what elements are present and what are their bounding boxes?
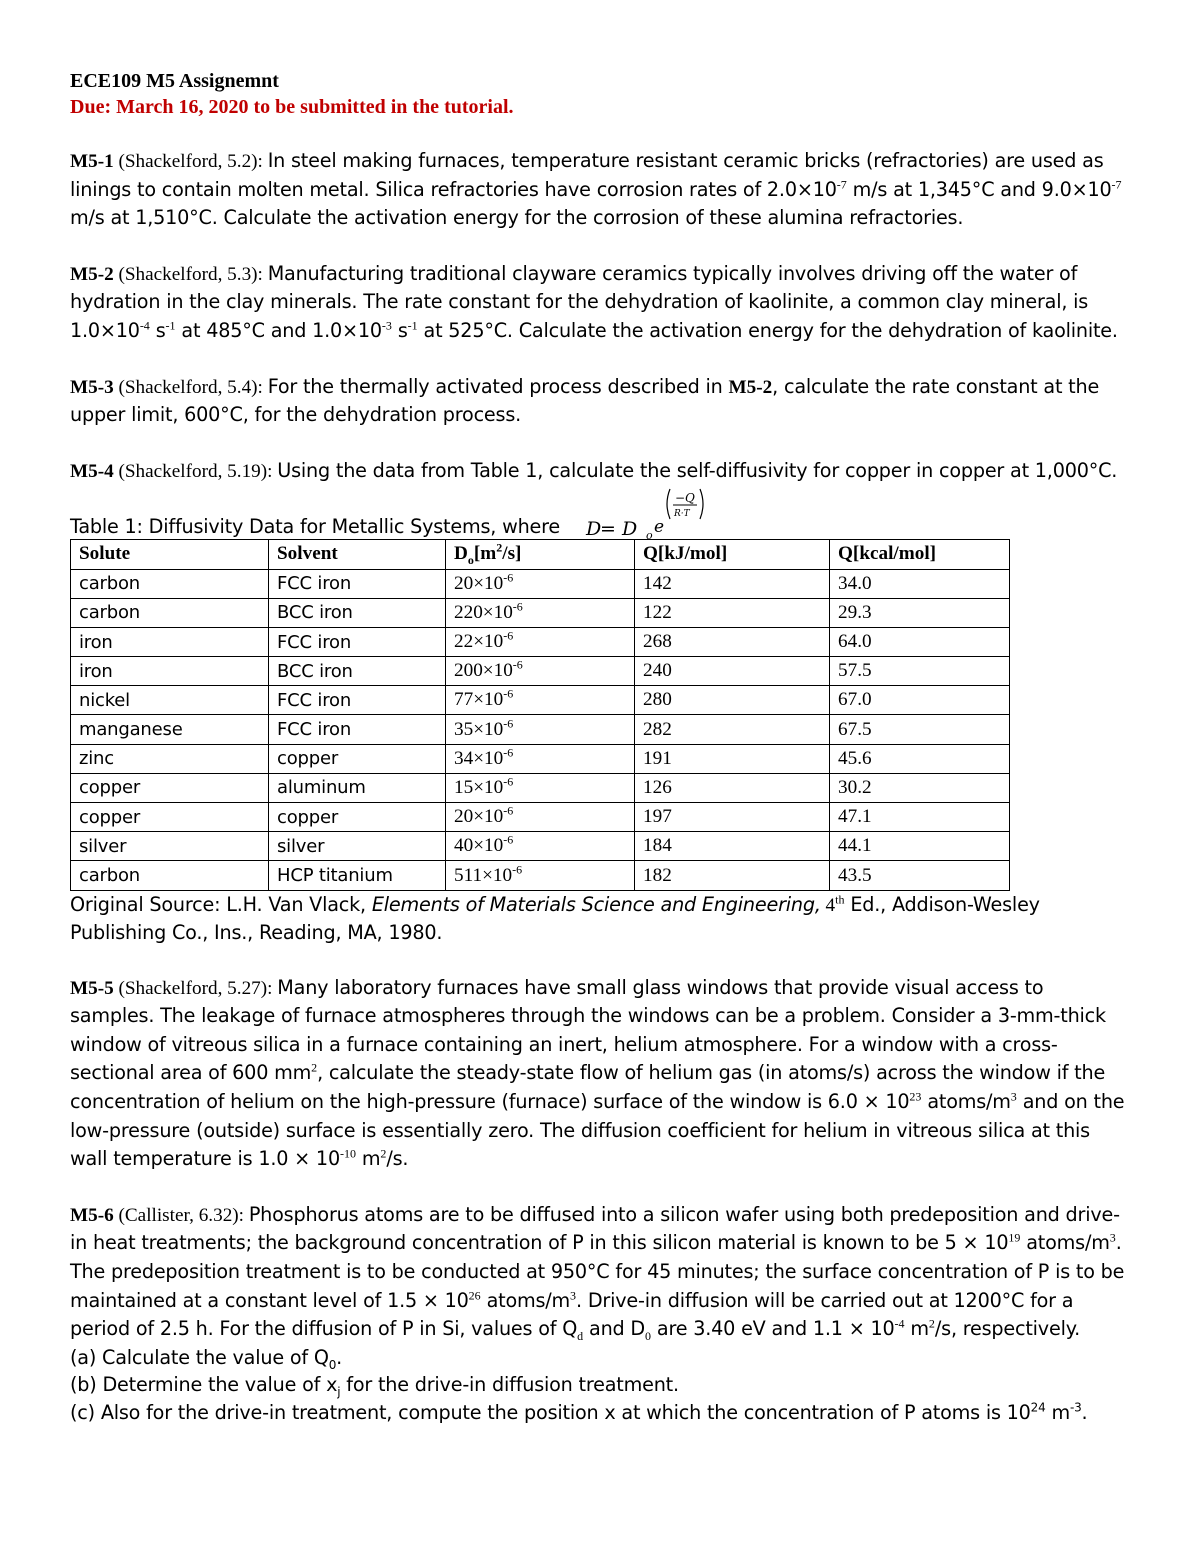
cell-solute: carbon — [71, 861, 269, 890]
problem-m5-2: M5-2 (Shackelford, 5.3): Manufacturing traditional clayware ceramics typically involves driving off the water of hydration in the clay minerals. The rate constant for the dehydration of kaolinite, a common clay mineral, is $1.0\times 10^{-4}$ $s^{-1}$ at 485°C and $1.0\times 10^{-3}$ $s^{-1}$ at 525°C. Calculate the activation energy for the dehydration of kaolinite. — [70, 261, 1118, 342]
diffusivity-formula — [584, 485, 724, 539]
table-row — [71, 715, 1010, 744]
problem-m5-4: M5-4 (Shackelford, 5.19): Using the data from Table 1, calculate the self-diffusivity for copper in copper at 1,000°C. — [70, 458, 1118, 482]
problem-id: M5-4 — [70, 460, 114, 482]
table-row — [71, 686, 1010, 715]
cell-q-kcal: 57.5 — [830, 657, 1010, 686]
cell-d0: $77\times 10^{-6}$ — [446, 686, 635, 715]
cell-q-kj: 126 — [635, 773, 830, 802]
cell-solute: copper — [71, 803, 269, 832]
cell-q-kj: 240 — [635, 657, 830, 686]
cell-solvent: FCC iron — [269, 686, 446, 715]
formula-den: R·T — [674, 509, 690, 520]
cell-q-kj: 282 — [635, 715, 830, 744]
cell-q-kj: 280 — [635, 686, 830, 715]
table-row — [71, 861, 1010, 890]
cell-q-kj: 191 — [635, 744, 830, 773]
problem-id: M5-1 — [70, 151, 114, 172]
cell-d0: $35\times 10^{-6}$ — [446, 715, 635, 744]
due-date: Due: March 16, 2020 to be submitted in the tutorial. — [70, 96, 514, 118]
formula-paren-left — [667, 489, 670, 519]
cell-solute: silver — [71, 832, 269, 861]
cell-d0: $511\times 10^{-6}$ — [446, 861, 635, 890]
cell-d0: $20\times 10^{-6}$ — [446, 803, 635, 832]
cell-q-kcal: 43.5 — [830, 861, 1010, 890]
cell-d0: $40\times 10^{-6}$ — [446, 832, 635, 861]
table-caption-text: Table 1: Diffusivity Data for Metallic Systems, where — [70, 515, 561, 539]
cell-q-kcal: 67.5 — [830, 715, 1010, 744]
cell-solute: iron — [71, 627, 269, 656]
cell-q-kj: 268 — [635, 627, 830, 656]
cell-solute: iron — [71, 657, 269, 686]
cell-q-kj: 122 — [635, 598, 830, 627]
formula-sub: o — [646, 529, 653, 540]
problem-ref: (Shackelford, 5.19): — [113, 460, 278, 482]
cell-solvent: HCP titanium — [269, 861, 446, 890]
cell-q-kj: 197 — [635, 803, 830, 832]
problem-reference-m5-2: M5-2 — [728, 376, 773, 398]
cell-d0: $15\times 10^{-6}$ — [446, 773, 635, 802]
problem-id: M5-3 — [70, 376, 114, 398]
document-title: ECE109 M5 Assignemnt — [70, 70, 279, 92]
table-header-row — [71, 540, 1010, 569]
formula-lhs: D — [586, 518, 602, 540]
cell-q-kj: 142 — [635, 569, 830, 598]
cell-q-kcal: 34.0 — [830, 569, 1010, 598]
problem-ref: (Shackelford, 5.4): — [113, 376, 268, 398]
table-row — [71, 803, 1010, 832]
table-row — [71, 569, 1010, 598]
cell-solute: nickel — [71, 686, 269, 715]
cell-solute: copper — [71, 773, 269, 802]
cell-q-kcal: 64.0 — [830, 627, 1010, 656]
cell-d0: $20\times 10^{-6}$ — [446, 569, 635, 598]
table-row — [71, 773, 1010, 802]
table-row — [71, 627, 1010, 656]
cell-solvent: copper — [269, 803, 446, 832]
cell-q-kcal: 67.0 — [830, 686, 1010, 715]
problem-m5-6-part-b: (b) Determine the value of $x_j$ for the drive-in diffusion treatment. — [70, 1373, 679, 1400]
table-row — [71, 598, 1010, 627]
cell-solvent: FCC iron — [269, 569, 446, 598]
problem-m5-6: M5-6 (Callister, 6.32): Phosphorus atoms are to be diffused into a silicon wafer using both predeposition and drive-in heat treatments; the background concentration of P in this silicon material is known to be $5 \times 10^{19}$ atoms/$m^3$. The predeposition treatment is to be conducted at 950°C for 45 minutes; the surface concentration of P is to be maintained at a constant level of $1.5 \times 10^{26}$ atoms/$m^3$. Drive-in diffusion will be carried out at 1200°C for a period of 2.5 h. For the diffusion of P in Si, values of $Q_d$ and $D_0$ are 3.40 eV and $1.1 \times 10^{-4}$ $m^2/s$, respectively. — [70, 1202, 1125, 1343]
problem-m5-1: M5-1 (Shackelford, 5.2): In steel making furnaces, temperature resistant ceramic bricks (refractories) are used as linings to contain molten metal. Silica refractories have corrosion rates of $2.0\times 10^{-7}$ m/s at 1,345°C and $9.0\times 10^{-7}$ m/s at 1,510°C. Calculate the activation energy for the corrosion of these alumina refractories. — [70, 149, 1122, 230]
header-q-kcal: Q[kcal/mol] — [830, 540, 1010, 569]
problem-m5-3: M5-3 (Shackelford, 5.4): For the thermally activated process described in M5-2, calculate the rate constant at the upper limit, 600°C, for the dehydration process. — [70, 374, 1100, 427]
cell-d0: $200\times 10^{-6}$ — [446, 657, 635, 686]
cell-solvent: BCC iron — [269, 657, 446, 686]
cell-q-kcal: 30.2 — [830, 773, 1010, 802]
cell-solute: carbon — [71, 569, 269, 598]
cell-solute: zinc — [71, 744, 269, 773]
problem-m5-6-part-c: (c) Also for the drive-in treatment, compute the position x at which the concentration of P atoms is $10^{24}$ $m^{-3}$. — [70, 1400, 1088, 1424]
formula-eq: = D — [600, 518, 638, 540]
problem-m5-5: M5-5 (Shackelford, 5.27): Many laboratory furnaces have small glass windows that provide visual access to samples. The leakage of furnace atmospheres through the windows can be a problem. Consider a 3-mm-thick window of vitreous silica in a furnace containing an inert, helium atmosphere. For a window with a cross-sectional area of 600 $mm^2$, calculate the steady-state flow of helium gas (in atoms/s) across the window if the concentration of helium on the high-pressure (furnace) surface of the window is $6.0 \times 10^{23}$ atoms/$m^3$ and on the low-pressure (outside) surface is essentially zero. The diffusion coefficient for helium in vitreous silica at this wall temperature is $1.0 \times 10^{-10}$ $m^2/s$. — [70, 975, 1125, 1171]
table-source: Original Source: L.H. Van Vlack, Elements of Materials Science and Engineering, 4th Ed., Addison-Wesley Publishing Co., Ins., Reading, MA, 1980. — [70, 892, 1040, 944]
cell-q-kcal: 45.6 — [830, 744, 1010, 773]
problem-ref: (Shackelford, 5.27): — [113, 977, 278, 999]
cell-solvent: FCC iron — [269, 627, 446, 656]
header-d0: $D_o[m^2/s]$ — [446, 540, 635, 569]
header-q-kj: Q[kJ/mol] — [635, 540, 830, 569]
formula-num: −Q — [675, 491, 695, 506]
cell-solvent: BCC iron — [269, 598, 446, 627]
problem-ref: (Callister, 6.32): — [113, 1204, 249, 1226]
diffusivity-table — [70, 539, 1010, 890]
cell-q-kj: 182 — [635, 861, 830, 890]
cell-solute: manganese — [71, 715, 269, 744]
table-row — [71, 657, 1010, 686]
table-caption — [70, 485, 1132, 539]
cell-q-kj: 184 — [635, 832, 830, 861]
cell-solvent: aluminum — [269, 773, 446, 802]
cell-d0: $34\times 10^{-6}$ — [446, 744, 635, 773]
problem-id: M5-2 — [70, 263, 114, 285]
table-row — [71, 832, 1010, 861]
cell-q-kcal: 47.1 — [830, 803, 1010, 832]
cell-solute: carbon — [71, 598, 269, 627]
header-solvent: Solvent — [269, 540, 446, 569]
document-page — [70, 68, 1132, 1427]
cell-d0: $220\times 10^{-6}$ — [446, 598, 635, 627]
table-row — [71, 744, 1010, 773]
header-solute: Solute — [71, 540, 269, 569]
problem-ref: (Shackelford, 5.2): — [113, 151, 268, 172]
cell-solvent: silver — [269, 832, 446, 861]
source-book-title: Elements of Materials Science and Engineering, — [371, 892, 821, 916]
cell-q-kcal: 29.3 — [830, 598, 1010, 627]
cell-solvent: FCC iron — [269, 715, 446, 744]
formula-paren-right — [700, 489, 703, 519]
cell-solvent: copper — [269, 744, 446, 773]
problem-id: M5-5 — [70, 977, 114, 999]
problem-m5-6-part-a: (a) Calculate the value of $Q_0$. — [70, 1345, 343, 1372]
problem-text: In steel making furnaces, temperature resistant ceramic bricks (refractories) are used as linings to contain molten metal. Silica refractories have corrosion rates of 2.0×10 — [70, 149, 1104, 201]
problem-ref: (Shackelford, 5.3): — [113, 263, 268, 285]
formula-base: e — [654, 517, 665, 538]
problem-id: M5-6 — [70, 1204, 114, 1226]
cell-q-kcal: 44.1 — [830, 832, 1010, 861]
cell-d0: $22\times 10^{-6}$ — [446, 627, 635, 656]
